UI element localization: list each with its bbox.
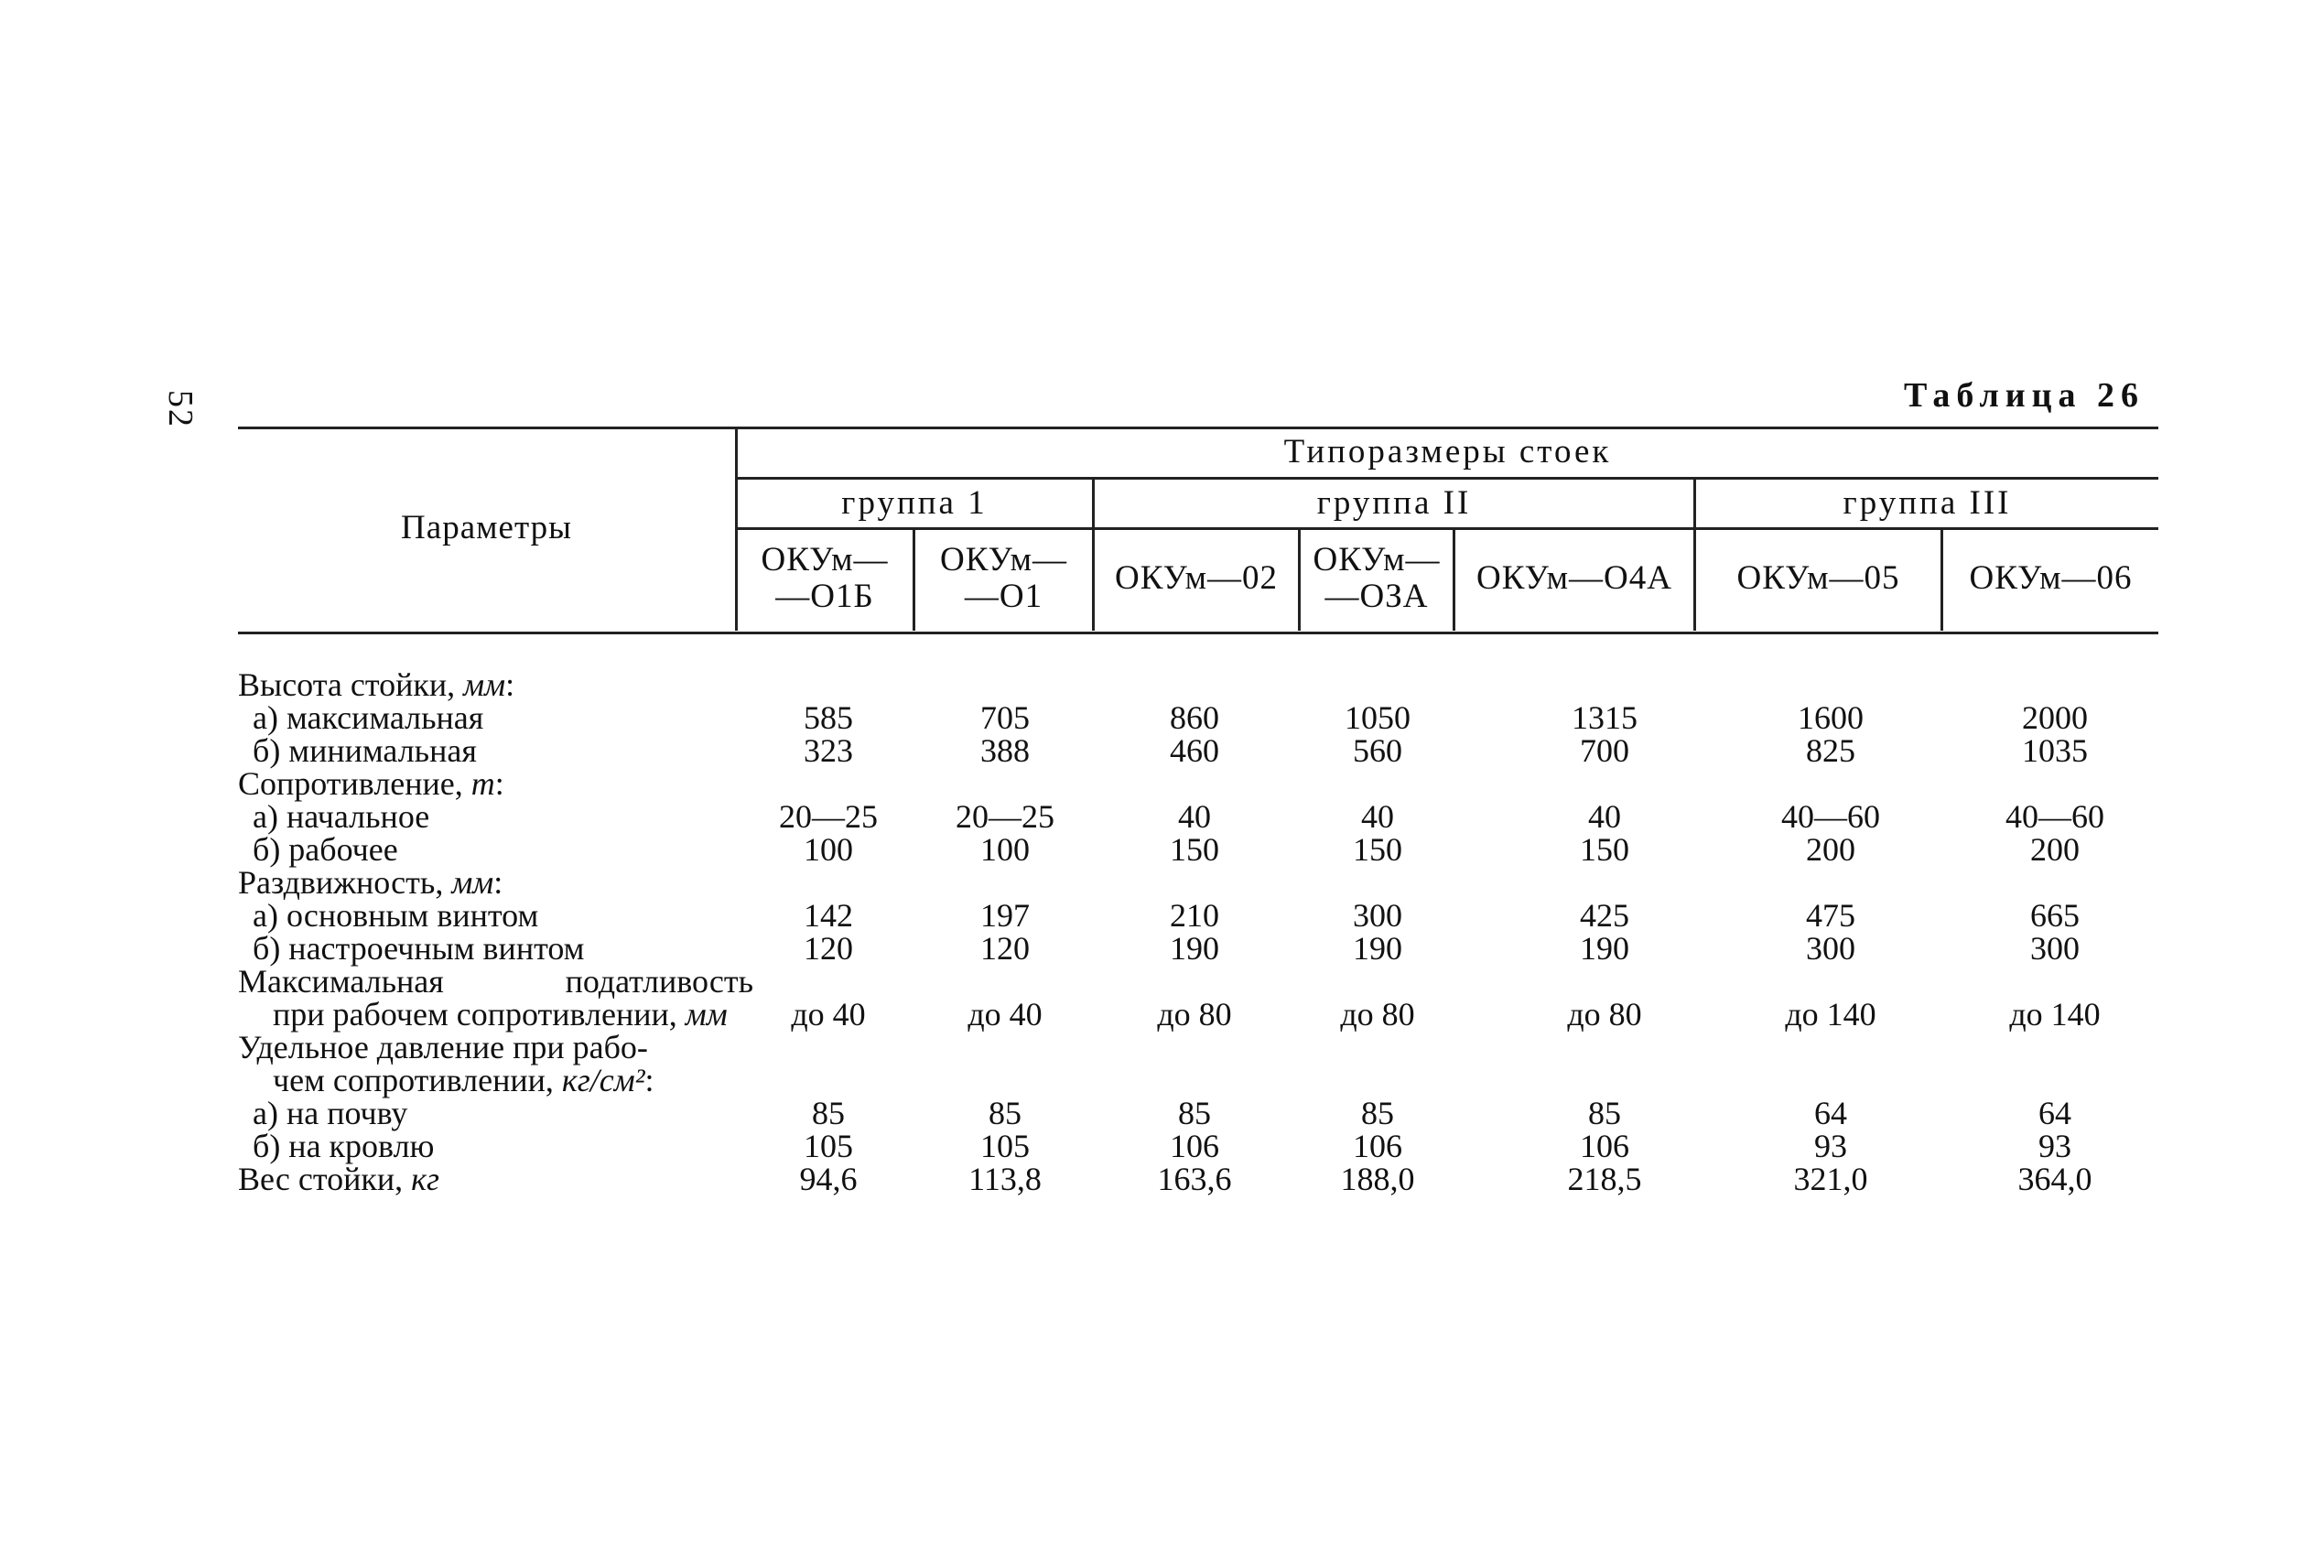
table-cell: 93: [2038, 1128, 2071, 1164]
table-cell: 85: [1588, 1095, 1621, 1131]
table-row: [0, 1064, 2324, 1097]
row-label: б) настроечным винтом: [253, 930, 585, 967]
table-row: [0, 701, 2324, 734]
group-1-header: группа 1: [841, 484, 988, 522]
table-cell: 705: [980, 699, 1030, 736]
table-cell: 64: [2038, 1095, 2071, 1131]
table-cell: 150: [1170, 831, 1219, 868]
table-cell: 188,0: [1340, 1161, 1415, 1197]
table-cell: 1600: [1798, 699, 1864, 736]
table-row: [0, 800, 2324, 833]
table-cell: 20—25: [956, 798, 1054, 835]
table-cell: 100: [980, 831, 1030, 868]
table-cell: 85: [989, 1095, 1021, 1131]
table-cell: 321,0: [1793, 1161, 1868, 1197]
table-cell: 700: [1580, 732, 1629, 769]
table-cell: 1315: [1572, 699, 1638, 736]
table-cell: 190: [1170, 930, 1219, 967]
table-cell: 163,6: [1157, 1161, 1232, 1197]
row-label: Сопротивление, т:: [238, 765, 504, 802]
row-label: а) основным винтом: [253, 897, 539, 934]
table-cell: 64: [1814, 1095, 1847, 1131]
table-cell: 85: [812, 1095, 845, 1131]
table-cell: 40: [1178, 798, 1211, 835]
table-cell: 860: [1170, 699, 1219, 736]
row-label: чем сопротивлении, кг/см²:: [273, 1062, 654, 1098]
table-cell: 200: [2030, 831, 2080, 868]
table-row: [0, 668, 2324, 701]
table-row: [0, 899, 2324, 932]
table-cell: 190: [1353, 930, 1402, 967]
table-cell: 585: [804, 699, 853, 736]
table-cell: 200: [1806, 831, 1855, 868]
table-row: [0, 1097, 2324, 1130]
table-cell: 40—60: [2005, 798, 2104, 835]
group-2-header: группа II: [1316, 484, 1472, 522]
sizes-rule: [737, 477, 2158, 480]
table-cell: 300: [2030, 930, 2080, 967]
table-cell: 300: [1353, 897, 1402, 934]
table-cell: 150: [1353, 831, 1402, 868]
table-cell: 85: [1361, 1095, 1394, 1131]
table-cell: 560: [1353, 732, 1402, 769]
table-cell: 105: [804, 1128, 853, 1164]
row-label: б) рабочее: [253, 831, 398, 868]
table-cell: до 40: [967, 996, 1043, 1033]
table-cell: 190: [1580, 930, 1629, 967]
table-cell: 106: [1580, 1128, 1629, 1164]
col-header-3: ОКУм—02: [1114, 559, 1279, 597]
col-header-5: ОКУм—О4А: [1476, 559, 1672, 597]
table-cell: 1050: [1345, 699, 1411, 736]
table-cell: 85: [1178, 1095, 1211, 1131]
col-header-4: ОКУм— —ОЗА: [1313, 541, 1441, 615]
table-cell: 40: [1361, 798, 1394, 835]
row-label: Удельное давление при рабо-: [238, 1029, 648, 1065]
table-cell: 210: [1170, 897, 1219, 934]
row-label: б) на кровлю: [253, 1128, 435, 1164]
table-caption: Таблица 26: [1904, 376, 2146, 415]
row-label: Максимальная податливость: [238, 963, 753, 1000]
table-row: [0, 998, 2324, 1031]
table-cell: 142: [804, 897, 853, 934]
col-header-1: ОКУм— —О1Б: [761, 541, 889, 615]
table-cell: 20—25: [779, 798, 878, 835]
table-cell: 100: [804, 831, 853, 868]
table-cell: 94,6: [799, 1161, 858, 1197]
row-label: а) начальное: [253, 798, 430, 835]
table-row: [0, 767, 2324, 800]
table-cell: 300: [1806, 930, 1855, 967]
table-cell: 106: [1170, 1128, 1219, 1164]
table-cell: 364,0: [2017, 1161, 2092, 1197]
table-cell: до 40: [791, 996, 866, 1033]
col-header-7: ОКУм—06: [1969, 559, 2133, 597]
table-cell: 665: [2030, 897, 2080, 934]
table-cell: до 140: [1785, 996, 1876, 1033]
row-label: Вес стойки, кг: [238, 1161, 440, 1197]
table-cell: 93: [1814, 1128, 1847, 1164]
table-row: [0, 833, 2324, 866]
col-header-6: ОКУм—05: [1736, 559, 1900, 597]
table-row: [0, 1130, 2324, 1162]
row-label: Раздвижность, мм:: [238, 864, 503, 901]
page-number: 52: [161, 390, 200, 428]
table-row: [0, 932, 2324, 965]
table-cell: до 80: [1157, 996, 1232, 1033]
table-cell: 460: [1170, 732, 1219, 769]
row-label: Высота стойки, мм:: [238, 666, 515, 703]
groups-rule: [737, 527, 2158, 530]
row-label: при рабочем сопротивлении, мм: [273, 996, 728, 1033]
row-label: а) максимальная: [253, 699, 484, 736]
row-label: а) на почву: [253, 1095, 408, 1131]
table-top-rule: [238, 427, 2158, 429]
table-row: [0, 866, 2324, 899]
table-cell: 40: [1588, 798, 1621, 835]
table-cell: 218,5: [1567, 1161, 1642, 1197]
table-cell: 120: [804, 930, 853, 967]
table-cell: 150: [1580, 831, 1629, 868]
table-row: [0, 734, 2324, 767]
table-cell: 425: [1580, 897, 1629, 934]
table-row: [0, 1031, 2324, 1064]
table-row: [0, 965, 2324, 998]
table-cell: до 80: [1340, 996, 1415, 1033]
table-cell: 1035: [2022, 732, 2088, 769]
table-cell: 106: [1353, 1128, 1402, 1164]
row-label: б) минимальная: [253, 732, 477, 769]
col-header-2: ОКУм— —О1: [939, 541, 1068, 615]
table-cell: 388: [980, 732, 1030, 769]
table-cell: 197: [980, 897, 1030, 934]
table-cell: 120: [980, 930, 1030, 967]
table-row: [0, 1162, 2324, 1195]
table-cell: до 140: [2009, 996, 2101, 1033]
sizes-title: Типоразмеры стоек: [1283, 433, 1612, 470]
table-cell: 475: [1806, 897, 1855, 934]
table-cell: до 80: [1567, 996, 1642, 1033]
table-cell: 323: [804, 732, 853, 769]
table-cell: 113,8: [968, 1161, 1042, 1197]
table-cell: 105: [980, 1128, 1030, 1164]
header-bottom-rule: [238, 632, 2158, 634]
params-header: Параметры: [401, 509, 572, 546]
group-3-header: группа III: [1843, 484, 2012, 522]
table-cell: 40—60: [1781, 798, 1880, 835]
table-cell: 2000: [2022, 699, 2088, 736]
table-cell: 825: [1806, 732, 1855, 769]
